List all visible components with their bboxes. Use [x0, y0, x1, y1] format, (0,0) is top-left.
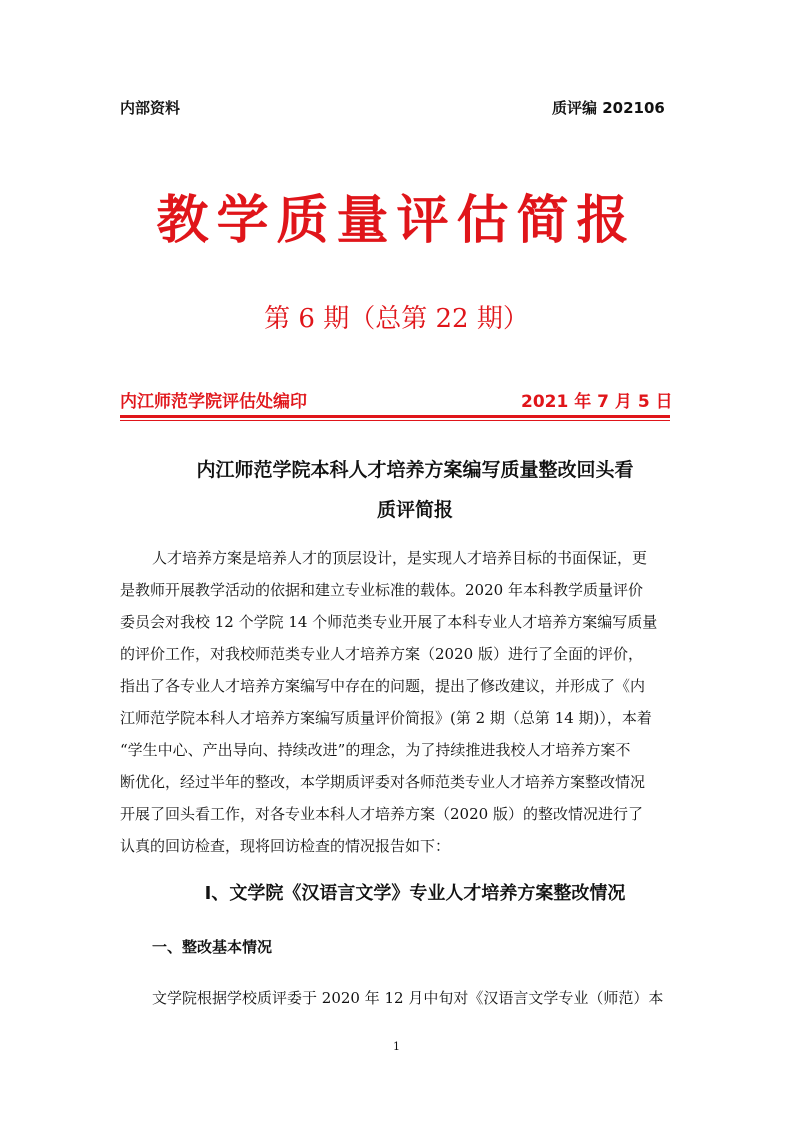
- header-rule-thick: [120, 415, 670, 418]
- body-line: “学生中心、产出导向、持续改进”的理念，为了持续推进我校人才培养方案不: [120, 741, 631, 759]
- article-title-line-1: 内江师范学院本科人才培养方案编写质量整改回头看: [196, 459, 634, 481]
- body-line: 江师范学院本科人才培养方案编写质量评价简报》(第 2 期（总第 14 期)），本着: [120, 709, 652, 727]
- publish-date: 2021 年 7 月 5 日: [521, 392, 673, 412]
- body-line: 人才培养方案是培养人才的顶层设计，是实现人才培养目标的书面保证，更: [152, 549, 648, 567]
- issue-number: 第 6 期（总第 22 期）: [264, 304, 529, 334]
- body-line: 文学院根据学校质评委于 2020 年 12 月中旬对《汉语言文学专业（师范）本: [152, 989, 664, 1007]
- page-number: 1: [393, 1040, 400, 1053]
- header-left-label: 内部资料: [120, 99, 181, 117]
- body-line: 断优化，经过半年的整改，本学期质评委对各师范类专业人才培养方案整改情况: [120, 773, 646, 791]
- body-line: 是教师开展教学活动的依据和建立专业标准的载体。2020 年本科教学质量评价: [120, 581, 643, 599]
- body-line: 的评价工作，对我校师范类专业人才培养方案（2020 版）进行了全面的评价，: [120, 645, 643, 663]
- header-rule-thin: [120, 420, 670, 421]
- body-line: 开展了回头看工作，对各专业本科人才培养方案（2020 版）的整改情况进行了: [120, 805, 643, 823]
- subsection-title: 一、整改基本情况: [152, 938, 273, 956]
- document-number: 质评编 202106: [552, 99, 665, 117]
- body-line: 指出了各专业人才培养方案编写中存在的问题，提出了修改建议，并形成了《内: [120, 677, 646, 695]
- section-title: Ⅰ、文学院《汉语言文学》专业人才培养方案整改情况: [204, 883, 626, 904]
- masthead-title: 教学质量评估简报: [156, 191, 637, 251]
- article-title-line-2: 质评简报: [376, 499, 453, 521]
- body-line: 认真的回访检查，现将回访检查的情况报告如下：: [120, 837, 451, 855]
- publisher-unit: 内江师范学院评估处编印: [120, 392, 307, 412]
- body-line: 委员会对我校 12 个学院 14 个师范类专业开展了本科专业人才培养方案编写质量: [120, 613, 658, 631]
